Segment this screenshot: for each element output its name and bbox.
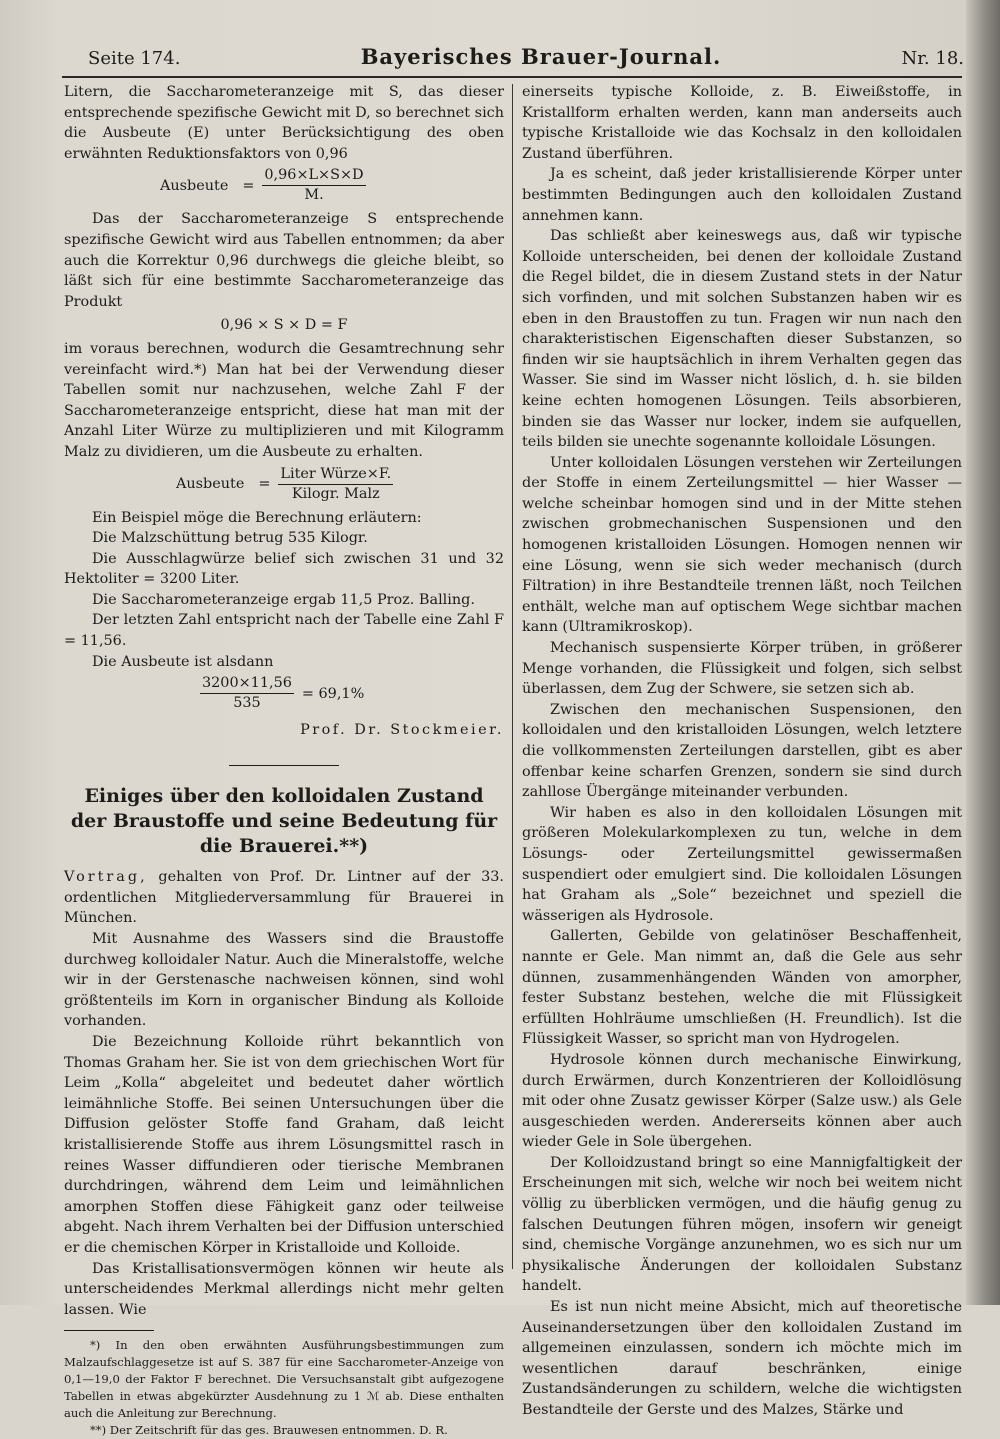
fraction-denominator: 535: [233, 695, 261, 712]
paragraph: Gallerten, Gebilde von gelatinöser Beschaffenheit, nannte er Gele. Man nimmt an, daß die Gele aus sehr dünnen, zusammenhängenden Wänden von amorpher, fester Substanz bestehen, welche die mit Flüssigkeit erfüllten Hohlräume umschließen (H. Freundlich). Ist die Flüssigkeit Wasser, so spricht man von Hydrogelen.: [522, 928, 962, 1048]
formula-result: = 69,1%: [301, 685, 365, 702]
formula-product: 0,96 × S × D = F: [220, 317, 348, 334]
right-column: [522, 82, 962, 1421]
paragraph: Hydrosole können durch mechanische Einwirkung, durch Erwärmen, durch Konzentrieren der Kolloidlösung mit oder ohne Zusatz gewisser Körper (Salze usw.) als Gele ausgeschieden werden. Andererseits können aber auch wieder Gele in Sole übergehen.: [522, 1051, 962, 1151]
paragraph: Der letzten Zahl entspricht nach der Tabelle eine Zahl F = 11,56.: [64, 612, 504, 650]
paragraph: Die Saccharometeranzeige ergab 11,5 Proz. Balling.: [92, 591, 475, 608]
article-separator: [229, 765, 339, 766]
fraction-denominator: M.: [304, 187, 324, 204]
fraction-numerator: 0,96×L×S×D: [262, 166, 365, 186]
fraction-numerator: Liter Würze×F.: [278, 465, 393, 485]
book-gutter-shadow: [966, 0, 1000, 1305]
footnote: **) Der Zeitschrift für das ges. Brauwesen entnommen. D. R.: [90, 1423, 448, 1438]
issue-number: Nr. 18.: [901, 48, 964, 69]
paragraph: Unter kolloidalen Lösungen verstehen wir Zerteilungen der Stoffe in einem Zerteilungsmittel — hier Wasser — welche scheinbar homogen sind und in der Mitte stehen zwischen grobmechanischen Suspensionen und den homogenen kristalloiden Lösungen. Homogen nennen wir eine Lösung, wenn sie sich weder mechanisch (durch Filtration) in ihre Bestandteile trennen läßt, noch Teilchen enthält, welche man auf optischem Wege sichtbar machen kann (Ultramikroskop).: [522, 454, 962, 636]
footnote-rule: [64, 1330, 154, 1331]
formula-ausbeute-1: [64, 166, 504, 205]
lead-spaced-word: Vortrag,: [64, 869, 148, 886]
paragraph: Die Ausbeute ist alsdann: [92, 653, 274, 670]
paragraph: Die Malzschüttung betrug 535 Kilogr.: [92, 530, 368, 547]
page-header: [88, 44, 964, 74]
paragraph: Zwischen den mechanischen Suspensionen, den kolloidalen und den kristalloiden Lösungen, welch letztere die vollkommensten Zerteilungen darstellen, gibt es aber offenbar keine scharfen Grenzen, sondern sie sind durch zahllose Übergänge miteinander verbunden.: [522, 701, 962, 801]
paragraph: Die Bezeichnung Kolloide rührt bekanntlich von Thomas Graham her. Sie ist von dem griechischen Wort für Leim „Kolla“ abgeleitet und bedeutet daher wörtlich leimähnliche Stoffe. Bei seinen Untersuchungen über die Diffusion gelöster Stoffe fand Graham, daß leicht kristallisierende Stoffe aus ihrem Lösungsmittel rasch in reines Wasser diffundieren oder tierische Membranen durchdringen, während dem Leim und leimähnlichen amorphen Stoffen diese Fähigkeit ganz oder teilweise abgeht. Nach ihrem Verhalten bei der Diffusion unterschied er die chemischen Körper in Kristalloide und Kolloide.: [64, 1034, 504, 1256]
lead-text: gehalten von Prof. Dr. Lintner auf der 33. ordentlichen Mitgliederversammlung für Brauerei in München.: [64, 869, 504, 927]
fraction: [262, 166, 365, 205]
article-title: Einiges über den kolloidalen Zustand der Braustoffe und seine Bedeutung für die Brauerei.**): [70, 785, 498, 858]
footnote: *) In den oben erwähnten Ausführungsbestimmungen zum Malzaufschlaggesetze ist auf S. 387 für eine Saccharometer-Anzeige von 0,1—19,0 der Faktor F berechnet. Die Versuchsanstalt gibt aufgezogene Tabellen in etwas abgekürzter Ausdehnung zu 1 ℳ ab. Diese enthalten auch die Anleitung zur Berechnung.: [64, 1338, 504, 1421]
fraction: [278, 465, 393, 504]
formula-label: Ausbeute: [176, 476, 245, 492]
fraction-numerator: 3200×11,56: [200, 674, 294, 694]
column-divider: [512, 84, 513, 1269]
paragraph: Es ist nun nicht meine Absicht, mich auf theoretische Auseinandersetzungen über den kolloidalen Zustand im allgemeinen einzulassen, sondern ich möchte mich im wesentlichen darauf beschränken, einige Zustandsänderungen zu schildern, welche die wichtigsten Bestandteile der Gerste und des Malzes, Stärke und: [522, 1299, 962, 1418]
page-number: Seite 174.: [88, 48, 181, 69]
formula-equals: =: [242, 177, 255, 194]
paragraph: Wir haben es also in den kolloidalen Lösungen mit größeren Molekularkomplexen zu tun, welche in dem Lösungs- oder Zerteilungsmittel gewissermaßen suspendiert oder emulgiert sind. Die kolloidalen Lösungen hat Graham als „Sole“ bezeichnet und speziell die wässerigen als Hydrosole.: [522, 804, 962, 924]
author-signature: Prof. Dr. Stockmeier.: [300, 722, 504, 739]
fraction-denominator: Kilogr. Malz: [291, 485, 380, 502]
article-lead: [64, 867, 504, 929]
paragraph: Litern, die Saccharometeranzeige mit S, das dieser entsprechende spezifische Gewicht mit D, so berechnet sich die Ausbeute (E) unter Berücksichtigung des oben erwähnten Reduktionsfaktors von 0,96: [64, 84, 504, 162]
left-column: [64, 82, 504, 1439]
paragraph: im voraus berechnen, wodurch die Gesamtrechnung sehr vereinfacht wird.*) Man hat bei der Verwendung dieser Tabellen somit nur nachzusehen, welche Zahl F der Saccharometeranzeige entspricht, diese hat man mit der Anzahl Liter Würze zu multiplizieren und mit Kilogramm Malz zu dividieren, um die Ausbeute zu erhalten.: [64, 340, 504, 460]
paragraph: Ja es scheint, daß jeder kristallisierende Körper unter bestimmten Bedingungen auch den kolloidalen Zustand annehmen kann.: [522, 166, 962, 224]
paragraph: Ein Beispiel möge die Berechnung erläutern:: [92, 509, 422, 526]
paragraph: Mit Ausnahme des Wassers sind die Braustoffe durchweg kolloidaler Natur. Auch die Mineralstoffe, welche wir in der Gerstenasche nachweisen können, sind wohl größtenteils im Korn in organischer Bindung als Kolloide vorhanden.: [64, 931, 504, 1030]
formula-example-result: [64, 674, 504, 713]
fraction: [200, 674, 294, 713]
formula-ausbeute-2: [64, 465, 504, 504]
paragraph: Das der Saccharometeranzeige S entsprechende spezifische Gewicht wird aus Tabellen entnommen; da aber auch die Korrektur 0,96 durchwegs die gleiche bleibt, so läßt sich für eine bestimmte Saccharometeranzeige das Produkt: [64, 211, 504, 310]
header-rule: [62, 76, 962, 78]
paragraph: Der Kolloidzustand bringt so eine Mannigfaltigkeit der Erscheinungen mit sich, welche wir noch bei weitem nicht völlig zu überblicken vermögen, und die häufig genug zu falschen Deutungen führen mögen, insofern wir geneigt sind, chemische Vorgänge anzunehmen, wo es sich nur um physikalische Änderungen der kolloidalen Substanz handelt.: [522, 1154, 962, 1295]
formula-equals: =: [258, 476, 271, 492]
paragraph: einerseits typische Kolloide, z. B. Eiweißstoffe, in Kristallform erhalten werden, kann man anderseits auch typische Kristalloide wie das Kochsalz in den kolloidalen Zustand überführen.: [522, 84, 962, 162]
paragraph: Mechanisch suspensierte Körper trüben, in größerer Menge vorhanden, die Flüssigkeit und folgen, sich selbst überlassen, dem Zug der Schwere, sie setzen sich ab.: [522, 640, 962, 698]
paragraph: Das Kristallisationsvermögen können wir heute als unterscheidendes Merkmal allerdings nicht mehr gelten lassen. Wie: [64, 1260, 504, 1318]
paragraph: Die Ausschlagwürze belief sich zwischen 31 und 32 Hektoliter = 3200 Liter.: [64, 550, 504, 588]
formula-label: Ausbeute: [160, 177, 229, 194]
journal-title: Bayerisches Brauer-Journal.: [360, 44, 722, 69]
paragraph: Das schließt aber keineswegs aus, daß wir typische Kolloide unterscheiden, bei denen der kolloidale Zustand die Regel bildet, die in diesem Zustand stets in der Natur sich vorfinden, und mit solchen Substanzen haben wir es eben in den Braustoffen zu tun. Fragen wir nun nach den charakteristischen Eigenschaften dieser Substanzen, so finden wir sie hauptsächlich in ihrem Verhalten gegen das Wasser. Sie sind im Wasser nicht löslich, d. h. sie bilden keine echten homogenen Lösungen. Teils absorbieren, binden sie das Wasser nur locker, indem sie aufquellen, teils bilden sie unechte sogenannte kolloidale Lösungen.: [522, 228, 962, 451]
